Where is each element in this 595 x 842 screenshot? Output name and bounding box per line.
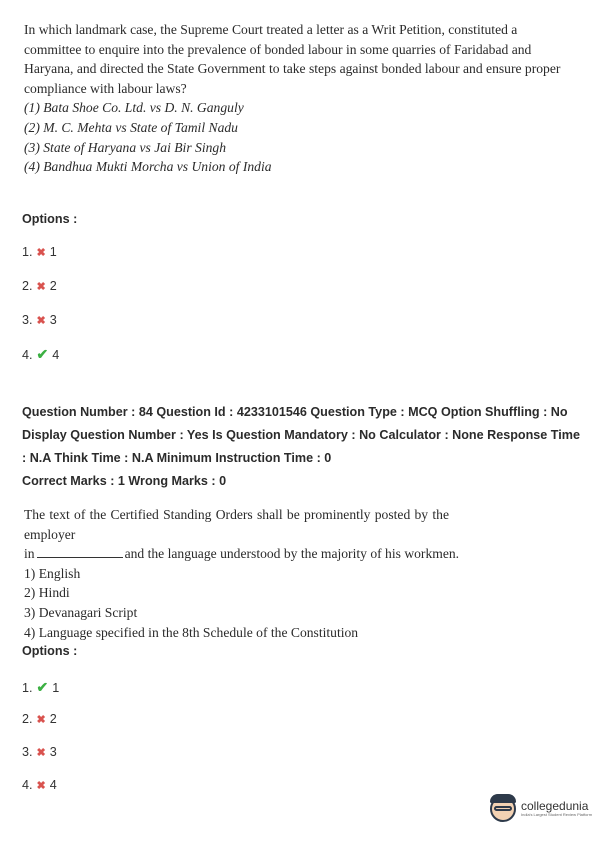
meta-line: : N.A Think Time : N.A Minimum Instruction Time : 0 <box>22 451 332 465</box>
option-value: 2 <box>49 712 57 726</box>
question-1-choice: (1) Bata Shoe Co. Ltd. vs D. N. Ganguly <box>24 100 244 116</box>
logo-tagline: India's Largest Student Review Platform <box>521 812 593 817</box>
option-2 <box>22 279 57 293</box>
question-1-choice: (3) State of Haryana vs Jai Bir Singh <box>24 139 226 155</box>
option-number: 1. <box>22 245 33 259</box>
option-4 <box>22 778 57 792</box>
question-2-choice: 1) English <box>24 565 81 581</box>
mascot-icon <box>490 796 516 822</box>
option-number: 1. <box>22 680 33 695</box>
question-1-choice: (4) Bandhua Mukti Morcha vs Union of India <box>24 159 272 175</box>
option-number: 2. <box>22 279 33 293</box>
option-number: 2. <box>22 712 33 726</box>
logo-text <box>521 800 592 818</box>
question-1-line: committee to enquire into the prevalence of bonded labour in some quarries of Faridabad and <box>24 41 532 57</box>
option-3 <box>22 313 57 327</box>
option-value: 4 <box>52 347 60 362</box>
option-4 <box>22 346 59 363</box>
question-1-choice: (2) M. C. Mehta vs State of Tamil Nadu <box>24 119 238 135</box>
logo-name: collegedunia <box>521 799 589 813</box>
option-3 <box>22 745 57 759</box>
marks-line: Correct Marks : 1 Wrong Marks : 0 <box>22 474 227 488</box>
collegedunia-logo <box>490 796 592 822</box>
options-heading: Options : <box>22 644 78 658</box>
option-value: 2 <box>49 279 57 293</box>
question-1-text <box>24 20 564 177</box>
option-value: 4 <box>49 778 57 792</box>
option-number: 3. <box>22 313 33 327</box>
cross-icon: ✖ <box>36 713 46 726</box>
question-2-choice: 4) Language specified in the 8th Schedule of the Constitution <box>24 624 359 640</box>
option-number: 4. <box>22 778 33 792</box>
option-value: 1 <box>52 680 60 695</box>
question-2-suffix: and the language understood by the majority of his workmen. <box>124 546 460 562</box>
option-2 <box>22 712 57 726</box>
question-2-line <box>24 544 564 564</box>
question-meta <box>22 401 578 493</box>
question-1-line: compliance with labour laws? <box>24 80 187 96</box>
meta-line: Question Number : 84 Question Id : 4233101546 Question Type : MCQ Option Shuffling : No <box>22 405 568 419</box>
cross-icon: ✖ <box>36 746 46 759</box>
cross-icon: ✖ <box>36 779 46 792</box>
meta-line: Display Question Number : Yes Is Question Mandatory : No Calculator : None Response Time <box>22 428 580 442</box>
question-2-text <box>24 505 564 642</box>
option-number: 3. <box>22 745 33 759</box>
options-heading: Options : <box>22 212 78 226</box>
option-number: 4. <box>22 347 33 362</box>
option-1 <box>22 245 57 259</box>
option-1 <box>22 679 59 696</box>
cross-icon: ✖ <box>36 246 46 259</box>
cross-icon: ✖ <box>36 314 46 327</box>
answer-blank <box>37 545 123 558</box>
check-icon: ✔ <box>36 346 49 362</box>
question-2-prefix: in <box>24 546 35 562</box>
option-value: 1 <box>49 245 57 259</box>
question-1-line: Haryana, and directed the State Government to take steps against bonded labour and ensure proper <box>24 61 561 77</box>
option-value: 3 <box>49 745 57 759</box>
option-value: 3 <box>49 313 57 327</box>
question-2-choice: 2) Hindi <box>24 585 70 601</box>
question-2-choice: 3) Devanagari Script <box>24 604 138 620</box>
question-1-line: In which landmark case, the Supreme Court treated a letter as a Writ Petition, constituted a <box>24 22 518 37</box>
check-icon: ✔ <box>36 679 49 695</box>
question-2-line: The text of the Certified Standing Orders shall be prominently posted by the employer <box>24 507 449 542</box>
cross-icon: ✖ <box>36 280 46 293</box>
